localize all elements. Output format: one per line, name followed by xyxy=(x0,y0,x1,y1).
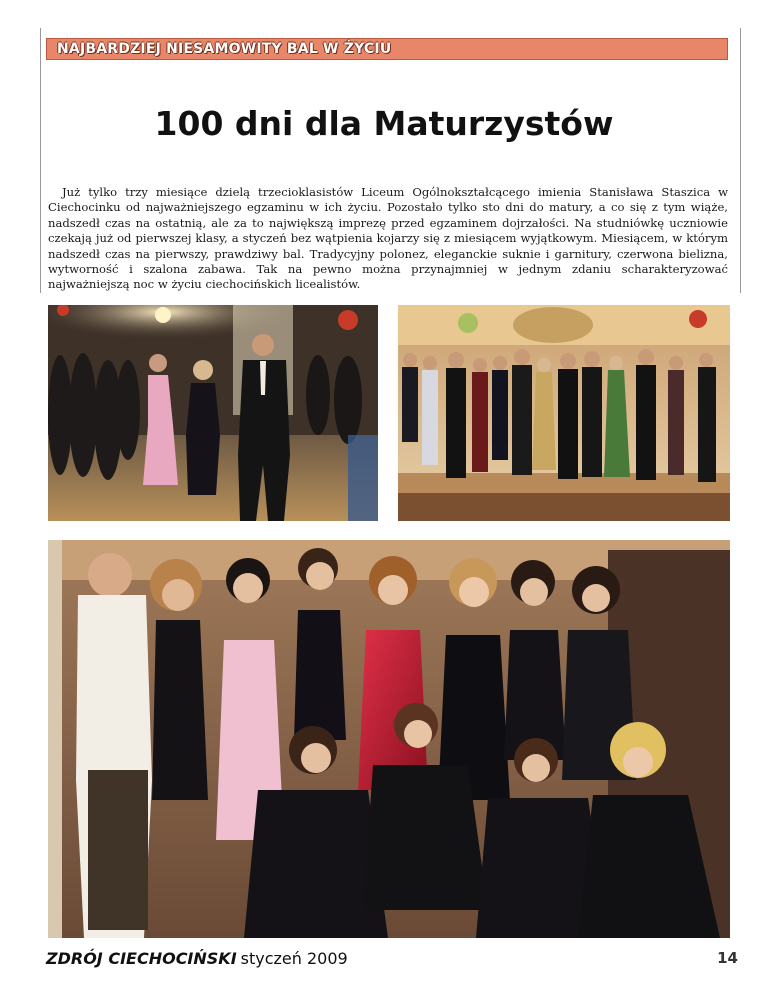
girls-group-photo xyxy=(48,540,730,938)
issue-date: styczeń 2009 xyxy=(240,949,348,968)
footer-publication xyxy=(46,949,348,968)
section-header-bar xyxy=(46,38,728,60)
right-column-rule xyxy=(740,28,741,293)
section-label: NAJBARDZIEJ NIESAMOWITY BAL W ŻYCIU xyxy=(57,41,392,57)
group-line-photo xyxy=(398,305,730,521)
page-number: 14 xyxy=(717,949,738,967)
dance-floor-photo xyxy=(48,305,378,521)
publication-name: ZDRÓJ CIECHOCIŃSKI xyxy=(46,949,237,968)
article-body: Już tylko trzy miesiące dzielą trzecioklasistów Liceum Ogólnokształcącego imienia Stanisława Staszica w Ciechocinku od najważniejszego egzaminu w ich życiu. Pozostało tylko sto dni do matury, a co się z tym wiąże, nadszedł czas na ostatnią, ale za to największą imprezę przed egzaminem dojrzałości. Na studniówkę uczniowie czekają już od pierwszej klasy, a styczeń bez wątpienia kojarzy się z miesiącem wyjątkowym. Miesiącem, w którym nadszedł czas na pierwszy, prawdziwy bal. Tradycyjny polonez, eleganckie suknie i garnitury, czerwona bielizna, wytworność i szalona zabawa. Tak na pewno można przynajmniej w jednym zdaniu scharakteryzować najważniejszą noc w życiu ciechocińskich licealistów. xyxy=(48,185,728,292)
left-column-rule xyxy=(40,28,41,293)
article-title: 100 dni dla Maturzystów xyxy=(154,104,614,143)
